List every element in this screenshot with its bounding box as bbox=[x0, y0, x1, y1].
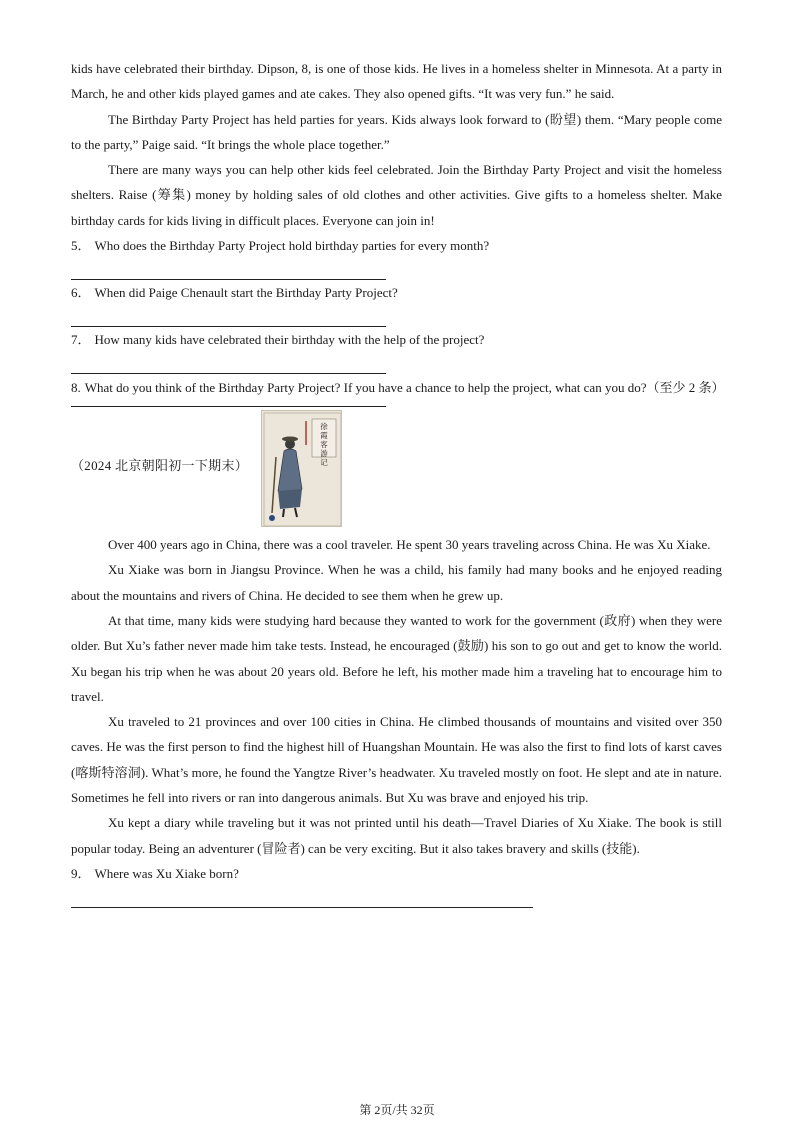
passage-1 bbox=[71, 56, 722, 233]
paragraph: Xu Xiake was born in Jiangsu Province. When he was a child, his family had many books and he enjoyed reading about the mountains and rivers of China. He decided to see them when he grew up. bbox=[71, 562, 722, 603]
question-6 bbox=[71, 280, 722, 327]
answer-line[interactable] bbox=[71, 406, 386, 407]
paragraph: Xu kept a diary while traveling but it was not printed until his death—Travel Diaries of Xu Xiake. The book is still popular today. Being an adventurer (冒险者) can be very exciting. But it also takes bravery and skills (技能). bbox=[71, 815, 722, 856]
paragraph: Xu traveled to 21 provinces and over 100 cities in China. He climbed thousands of mountains and visited over 350 caves. He was the first person to find the highest hill of Huangshan Mountain. He was also the first to find lots of karst caves (喀斯特溶洞). What’s more, he found the Yangtze River’s headwater. Xu traveled mostly on foot. He slept and ate in nature. Sometimes he fell into rivers or ran into dangerous animals. But Xu was brave and enjoyed his trip. bbox=[71, 714, 722, 806]
page-footer: 第 2页/共 32页 bbox=[359, 1103, 435, 1117]
cover-title-char: 记 bbox=[320, 458, 328, 468]
cover-title-char: 霞 bbox=[320, 431, 328, 441]
question-text: Who does the Birthday Party Project hold birthday parties for every month? bbox=[94, 238, 490, 254]
question-number: 9． bbox=[71, 865, 91, 881]
question-text: Where was Xu Xiake born? bbox=[94, 865, 239, 881]
question-text: What do you think of the Birthday Party Project? If you have a chance to help the project, what can you do?（至少 2 条） bbox=[84, 380, 725, 396]
exam-source: （2024 北京朝阳初一下期末） bbox=[71, 458, 249, 474]
question-text: How many kids have celebrated their birthday with the help of the project? bbox=[94, 332, 485, 348]
cover-title-char: 游 bbox=[320, 449, 328, 459]
question-8 bbox=[71, 374, 725, 407]
cover-title-char: 客 bbox=[320, 440, 328, 450]
question-text: When did Paige Chenault start the Birthday Party Project? bbox=[94, 285, 398, 301]
question-number: 6． bbox=[71, 285, 91, 301]
book-cover-image bbox=[261, 410, 342, 527]
question-9 bbox=[71, 861, 722, 908]
paragraph: There are many ways you can help other kids feel celebrated. Join the Birthday Party Project and visit the homeless shelters. Raise (筹集) money by holding sales of old clothes and other activities. Give gifts to a homeless shelter. Make birthday cards for kids living in difficult places. Everyone can join in! bbox=[71, 162, 722, 228]
question-5 bbox=[71, 233, 722, 280]
question-number: 8. bbox=[71, 380, 81, 396]
traveler-illustration-icon bbox=[262, 411, 342, 527]
paragraph: kids have celebrated their birthday. Dipson, 8, is one of those kids. He lives in a homeless shelter in Minnesota. At a party in March, he and other kids played games and ate cakes. They also opened gifts. “It was very fun.” he said. bbox=[71, 61, 722, 102]
paragraph: At that time, many kids were studying hard because they wanted to work for the government (政府) when they were older. But Xu’s father never made him take tests. Instead, he encouraged (鼓励) his son to go out and get to know the world. Xu began his trip when he was about 20 years old. Before he left, his mother made him a traveling hat to encourage him to travel. bbox=[71, 612, 722, 704]
cover-title-char: 徐 bbox=[320, 422, 328, 432]
page-content bbox=[71, 56, 725, 908]
question-number: 7． bbox=[71, 332, 91, 348]
question-number: 5． bbox=[71, 238, 91, 254]
question-7 bbox=[71, 327, 722, 374]
passage-2 bbox=[71, 532, 722, 861]
paragraph: Over 400 years ago in China, there was a cool traveler. He spent 30 years traveling across China. He was Xu Xiake. bbox=[108, 537, 711, 553]
source-row bbox=[71, 410, 722, 530]
paragraph: The Birthday Party Project has held parties for years. Kids always look forward to (盼望) them. “Mary people come to the party,” Paige said. “It brings the whole place together.” bbox=[71, 111, 722, 152]
answer-line[interactable] bbox=[71, 907, 533, 908]
